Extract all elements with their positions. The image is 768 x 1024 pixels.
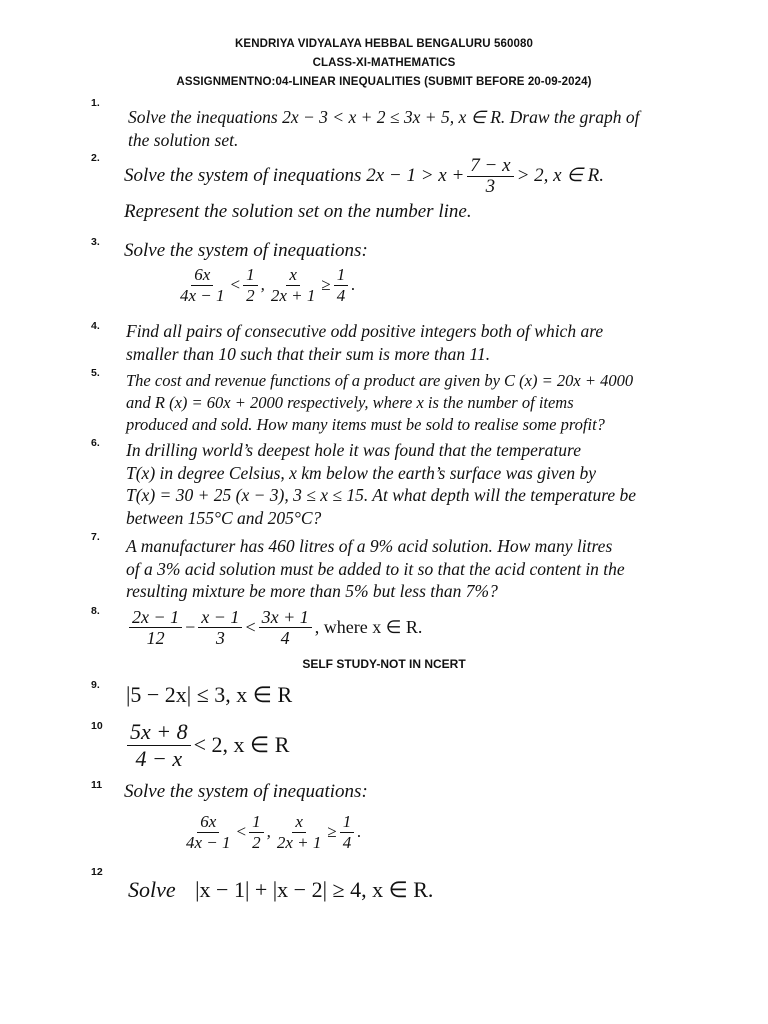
- fraction-denominator: 4x − 1: [186, 832, 231, 852]
- question-number-6: 6.: [91, 437, 100, 449]
- question-7-line-2: of a 3% acid solution must be added to it so that the acid content in the: [126, 558, 625, 579]
- fraction-denominator: 3: [485, 176, 496, 197]
- question-5-line-1: The cost and revenue functions of a product are given by C (x) = 20x + 4000: [126, 371, 634, 390]
- question-6-line-2: T(x) in degree Celsius, x km below the earth’s surface was given by: [126, 462, 596, 483]
- question-7-line-1: A manufacturer has 460 litres of a 9% acid solution. How many litres: [126, 536, 613, 556]
- question-number-10: 10: [91, 720, 103, 732]
- question-6-line-1: In drilling world’s deepest hole it was found that the temperature: [126, 440, 581, 460]
- fraction-denominator: 4x − 1: [180, 285, 225, 305]
- question-5: [126, 370, 633, 436]
- question-7-line-3: resulting mixture be more than 5% but less than 7%?: [126, 581, 498, 601]
- fraction-denominator: 3: [215, 628, 225, 648]
- question-10: [124, 719, 289, 772]
- question-4: [126, 320, 603, 365]
- fraction-denominator: 2x + 1: [276, 832, 322, 852]
- fraction: [259, 607, 312, 648]
- question-8: [126, 607, 422, 648]
- fraction-numerator: x − 1: [198, 607, 242, 628]
- fraction-numerator: 7 − x: [467, 156, 513, 177]
- fraction-numerator: x: [292, 812, 306, 833]
- question-11-expression: [180, 812, 368, 853]
- question-3-line-1: Solve the system of inequations:: [124, 240, 368, 261]
- question-4-line-2: smaller than 10 such that their sum is more than 11.: [126, 343, 491, 364]
- fraction-numerator: 6x: [197, 812, 219, 833]
- question-9-expression: |5 − 2x| ≤ 3, x ∈ R: [126, 682, 293, 707]
- operator: <: [230, 274, 241, 294]
- question-10-tail: < 2, x ∈ R: [193, 732, 290, 758]
- question-2: [124, 156, 604, 224]
- fraction: [249, 812, 264, 853]
- question-2-tail: > 2, x ∈ R.: [516, 165, 604, 187]
- question-2-text: Solve the system of inequations 2x − 1 > x +: [124, 165, 465, 187]
- question-number-11: 11: [91, 779, 103, 791]
- fraction-numerator: 3x + 1: [259, 607, 312, 628]
- fraction-numerator: 1: [340, 812, 355, 833]
- fraction-denominator: 4: [342, 832, 352, 852]
- question-6: [126, 439, 636, 529]
- fraction: [334, 265, 349, 306]
- fraction-numerator: 5x + 8: [127, 719, 191, 746]
- fraction-denominator: 2x + 1: [270, 285, 316, 305]
- question-2-line-2: Represent the solution set on the number line.: [124, 201, 472, 222]
- fraction: [183, 812, 234, 853]
- question-12: [128, 879, 433, 902]
- period: .: [357, 821, 362, 841]
- question-number-1: 1.: [91, 97, 100, 109]
- separator: ,: [266, 821, 271, 841]
- class-title: CLASS-XI-MATHEMATICS: [312, 57, 456, 69]
- fraction-denominator: 4: [280, 628, 290, 648]
- operator: ≥: [327, 821, 337, 841]
- question-11: [124, 781, 368, 853]
- self-study-heading: SELF STUDY-NOT IN NCERT: [302, 657, 466, 671]
- fraction: [340, 812, 355, 853]
- question-2-fraction: [467, 156, 513, 197]
- operator: <: [236, 821, 247, 841]
- separator: ,: [260, 274, 265, 294]
- operator: <: [245, 617, 256, 638]
- school-name: KENDRIYA VIDYALAYA HEBBAL BENGALURU 560080: [235, 38, 533, 50]
- question-1-line-2: the solution set.: [128, 129, 239, 150]
- question-3: [124, 240, 368, 306]
- operator: ≥: [321, 274, 331, 294]
- question-12-expression: |x − 1| + |x − 2| ≥ 4, x ∈ R.: [195, 877, 434, 902]
- question-8-tail: , where x ∈ R.: [314, 617, 423, 638]
- question-12-word: Solve: [128, 877, 176, 902]
- fraction-denominator: 4 − x: [135, 746, 183, 771]
- question-number-7: 7.: [91, 531, 100, 543]
- fraction-denominator: 2: [252, 832, 261, 852]
- fraction-denominator: 4: [336, 285, 346, 305]
- fraction-numerator: 1: [243, 265, 258, 286]
- fraction-denominator: 12: [146, 628, 165, 648]
- question-number-12: 12: [91, 866, 103, 878]
- fraction: [127, 719, 191, 772]
- fraction: [274, 812, 325, 853]
- period: .: [351, 274, 356, 294]
- question-6-line-3: T(x) = 30 + 25 (x − 3), 3 ≤ x ≤ 15. At what depth will the temperature be: [126, 485, 637, 505]
- fraction: [243, 265, 258, 306]
- fraction-numerator: x: [286, 265, 300, 286]
- question-number-5: 5.: [91, 367, 100, 379]
- fraction: [177, 265, 228, 306]
- fraction: [198, 607, 242, 648]
- question-1-line-1: Solve the inequations 2x − 3 < x + 2 ≤ 3x + 5, x ∈ R. Draw the graph of: [128, 107, 640, 127]
- fraction-denominator: 2: [246, 285, 255, 305]
- question-5-line-2: and R (x) = 60x + 2000 respectively, where x is the number of items: [126, 393, 574, 412]
- fraction-numerator: 6x: [191, 265, 213, 286]
- question-number-2: 2.: [91, 152, 100, 164]
- fraction: [268, 265, 319, 306]
- question-number-3: 3.: [91, 236, 100, 248]
- question-5-line-3: produced and sold. How many items must be sold to realise some profit?: [126, 415, 605, 434]
- fraction-numerator: 1: [249, 812, 264, 833]
- fraction-numerator: 2x − 1: [129, 607, 182, 628]
- question-11-line-1: Solve the system of inequations:: [124, 781, 368, 802]
- fraction: [129, 607, 182, 648]
- question-9: [126, 684, 292, 707]
- fraction-numerator: 1: [334, 265, 349, 286]
- question-number-9: 9.: [91, 679, 100, 691]
- question-3-expression: [174, 265, 368, 306]
- question-number-8: 8.: [91, 605, 100, 617]
- question-4-line-1: Find all pairs of consecutive odd positive integers both of which are: [126, 321, 604, 341]
- question-6-line-4: between 155°C and 205°C?: [126, 507, 322, 528]
- assignment-title: ASSIGNMENTNO:04-LINEAR INEQUALITIES (SUBMIT BEFORE 20-09-2024): [176, 76, 592, 88]
- operator: −: [185, 617, 196, 638]
- question-number-4: 4.: [91, 320, 100, 332]
- question-7: [126, 535, 625, 603]
- question-1: [128, 106, 639, 151]
